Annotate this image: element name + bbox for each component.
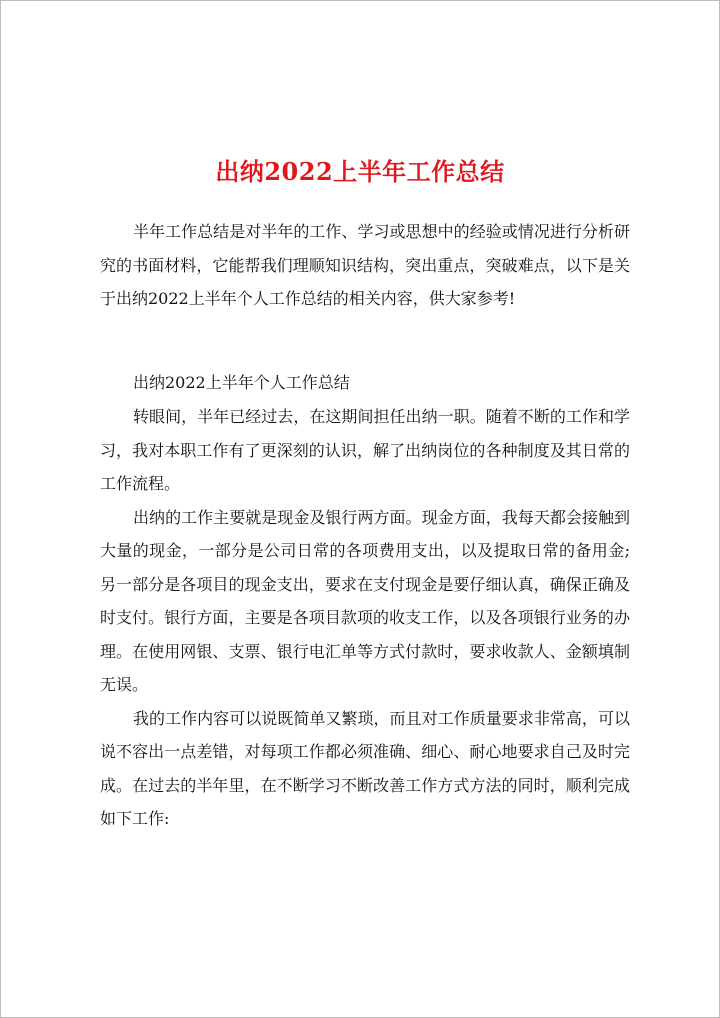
body-paragraph-1: 转眼间，半年已经过去，在这期间担任出纳一职。随着不断的工作和学习，我对本职工作有了更深刻的认识，解了出纳岗位的各种制度及其日常的工作流程。 (100, 407, 630, 493)
intro-section (100, 215, 630, 316)
body-paragraph-3: 我的工作内容可以说既简单又繁琐，而且对工作质量要求非常高，可以说不容出一点差错，对每项工作都必须准确、细心、耐心地要求自己及时完成。在过去的半年里，在不断学习不断改善工作方式方法的同时，顺利完成如下工作: (100, 708, 630, 828)
body-section (100, 400, 630, 836)
section-subtitle: 出纳2022上半年个人工作总结 (133, 373, 350, 392)
document-title: 出纳2022上半年工作总结 (215, 157, 505, 186)
body-paragraph-2: 出纳的工作主要就是现金及银行两方面。现金方面，我每天都会接触到大量的现金，一部分是公司日常的各项费用支出，以及提取日常的备用金;另一部分是各项目的现金支出，要求在支付现金是要仔细认真，确保正确及时支付。银行方面，主要是各项目款项的收支工作，以及各项银行业务的办理。在使用网银、支票、银行电汇单等方式付款时，要求收款人、金额填制无误。 (100, 507, 630, 694)
intro-paragraph: 半年工作总结是对半年的工作、学习或思想中的经验或情况进行分析研究的书面材料，它能帮我们理顺知识结构，突出重点，突破难点，以下是关于出纳2022上半年个人工作总结的相关内容，供大家参考! (100, 222, 630, 308)
